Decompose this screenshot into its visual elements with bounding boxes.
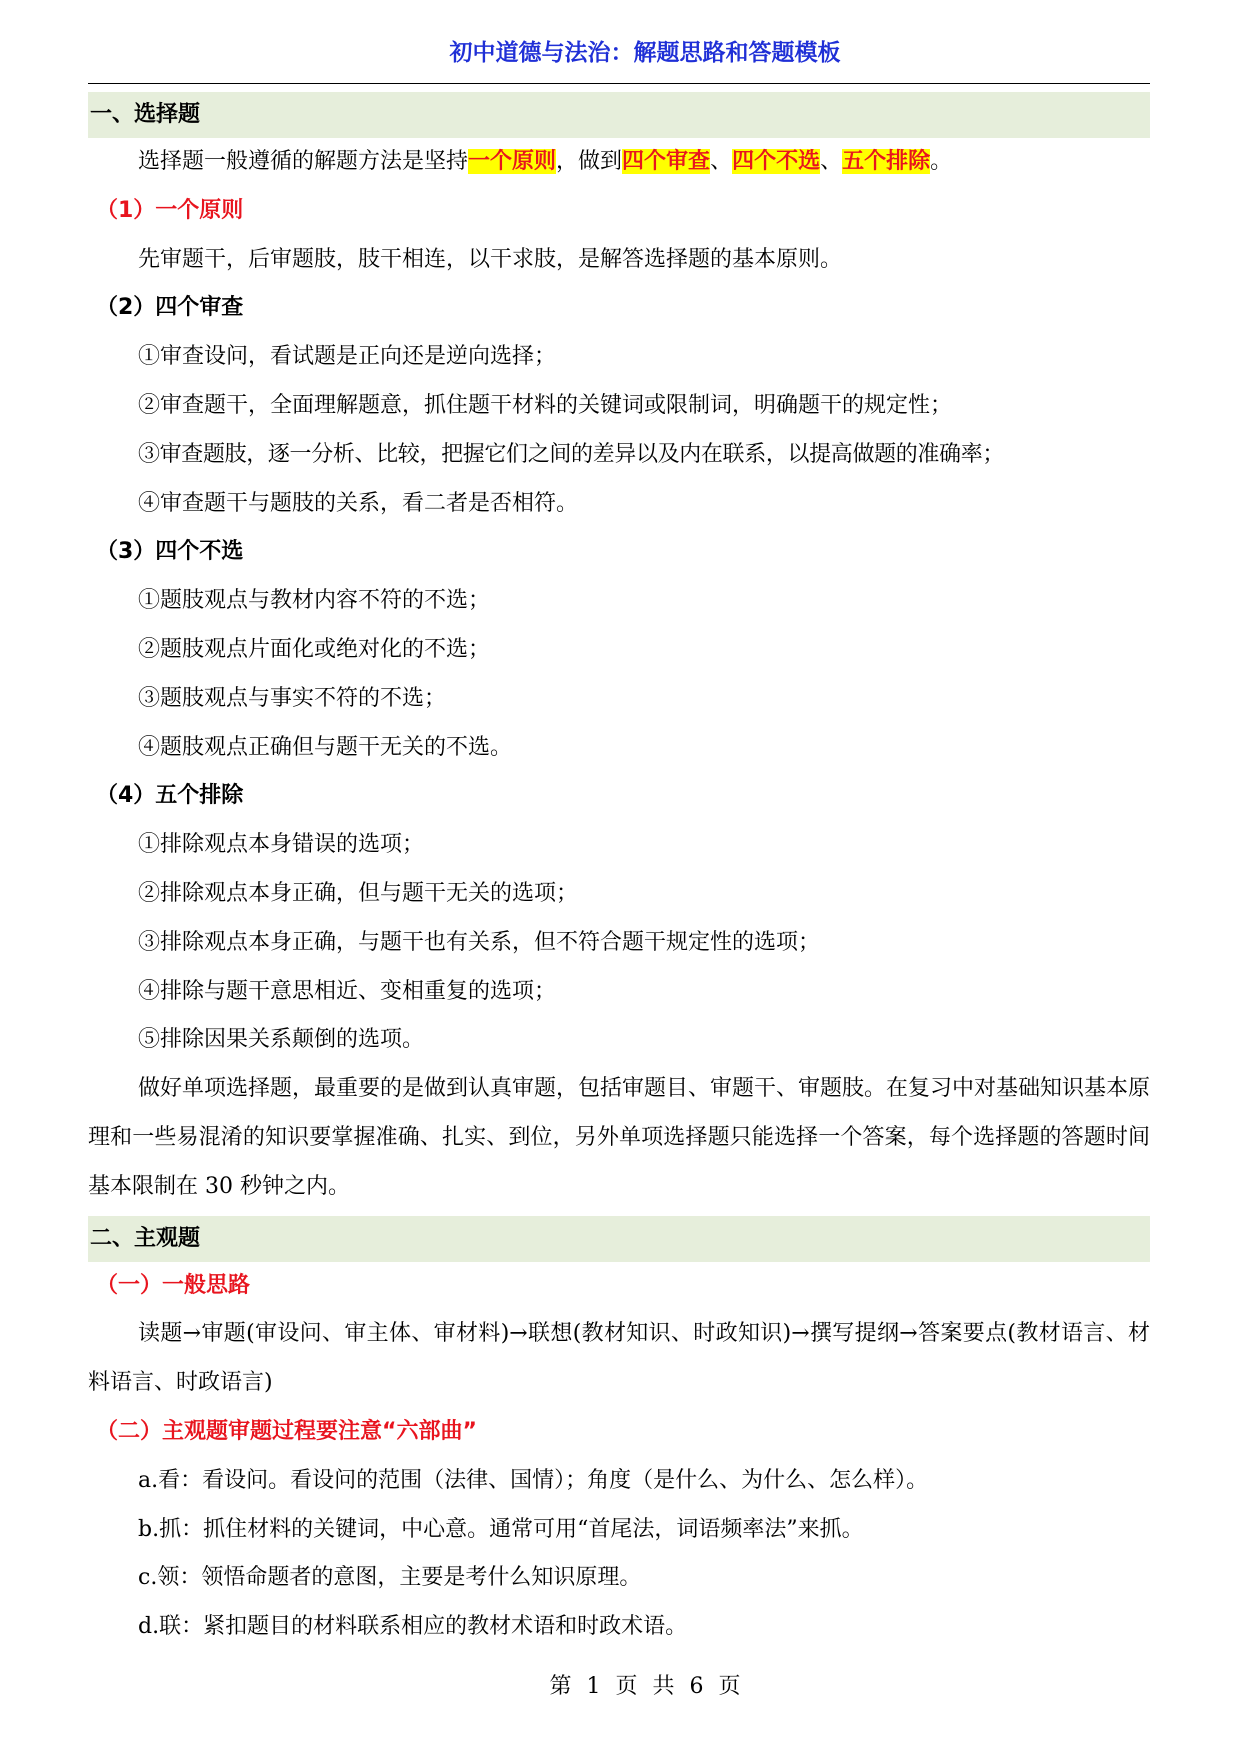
- highlight-five-exclude: 五个排除: [842, 149, 931, 174]
- general-approach-text: 读题→审题(审设问、审主体、审材料)→联想(教材知识、时政知识)→撰写提纲→答案要点(教材语言、材料语言、时政语言): [88, 1321, 1150, 1396]
- intro-mid: ，做到: [556, 149, 623, 174]
- section-heading-choice: 一、选择题: [88, 92, 1150, 138]
- review-item-3: ③审查题肢，逐一分析、比较，把握它们之间的差异以及内在联系，以提高做题的准确率；: [138, 441, 1005, 467]
- highlight-four-reviews: 四个审查: [622, 149, 711, 174]
- subheading-one-principle: （1）一个原则: [96, 197, 244, 223]
- subheading-general-approach: （一）一般思路: [96, 1272, 251, 1298]
- review-item-2: ②审查题干，全面理解题意，抓住题干材料的关键词或限制词，明确题干的规定性；: [138, 392, 953, 418]
- page-header-title: 初中道德与法治：解题思路和答题模板: [449, 40, 841, 66]
- choice-summary-paragraph: 做好单项选择题，最重要的是做到认真审题，包括审题目、审题干、审题肢。在复习中对基础知识基本原理和一些易混淆的知识要掌握准确、扎实、到位，另外单项选择题只能选择一个答案，每个选择题的答题时间基本限制在 30 秒钟之内。: [88, 1076, 1151, 1199]
- six-step-c: c.领：领悟命题者的意图，主要是考什么知识原理。: [138, 1565, 642, 1591]
- exclude-item-2: ②排除观点本身正确，但与题干无关的选项；: [138, 880, 579, 906]
- noselect-item-3: ③题肢观点与事实不符的不选；: [138, 685, 447, 711]
- section-heading-subjective: 二、主观题: [88, 1216, 1150, 1262]
- document-body: [88, 90, 1150, 1652]
- exclude-item-1: ①排除观点本身错误的选项；: [138, 832, 425, 858]
- intro-end: 。: [930, 149, 953, 174]
- subheading-four-reviews: （2）四个审查: [96, 295, 244, 321]
- exclude-item-3: ③排除观点本身正确，与题干也有关系，但不符合题干规定性的选项；: [138, 929, 821, 955]
- six-step-a: a.看：看设问。看设问的范围（法律、国情）；角度（是什么、为什么、怎么样）。: [138, 1467, 929, 1493]
- subheading-five-exclude: （4）五个排除: [96, 783, 244, 809]
- highlight-one-principle: 一个原则: [468, 149, 557, 174]
- page-footer-number: 第 1 页 共 6 页: [549, 1674, 741, 1699]
- intro-sep-1: 、: [710, 149, 733, 174]
- highlight-four-noselect: 四个不选: [732, 149, 821, 174]
- review-item-4: ④审查题干与题肢的关系，看二者是否相符。: [138, 490, 579, 516]
- exclude-item-4: ④排除与题干意思相近、变相重复的选项；: [138, 978, 557, 1004]
- exclude-item-5: ⑤排除因果关系颠倒的选项。: [138, 1027, 425, 1053]
- review-item-1: ①审查设问，看试题是正向还是逆向选择；: [138, 344, 557, 370]
- noselect-item-2: ②题肢观点片面化或绝对化的不选；: [138, 636, 491, 662]
- noselect-item-4: ④题肢观点正确但与题干无关的不选。: [138, 734, 513, 760]
- intro-prefix: 选择题一般遵循的解题方法是坚持: [138, 149, 469, 174]
- intro-sep-2: 、: [820, 149, 843, 174]
- noselect-item-1: ①题肢观点与教材内容不符的不选；: [138, 588, 491, 614]
- subheading-four-noselect: （3）四个不选: [96, 539, 244, 565]
- subheading-six-steps: （二）主观题审题过程要注意“六部曲”: [96, 1418, 477, 1444]
- choice-intro: [88, 138, 1150, 187]
- six-step-b: b.抓：抓住材料的关键词，中心意。通常可用“首尾法，词语频率法”来抓。: [138, 1516, 864, 1542]
- six-step-d: d.联：紧扣题目的材料联系相应的教材术语和时政术语。: [138, 1614, 688, 1640]
- principle-text: 先审题干，后审题肢，肢干相连，以干求肢，是解答选择题的基本原则。: [138, 246, 843, 272]
- header-divider: [88, 83, 1150, 84]
